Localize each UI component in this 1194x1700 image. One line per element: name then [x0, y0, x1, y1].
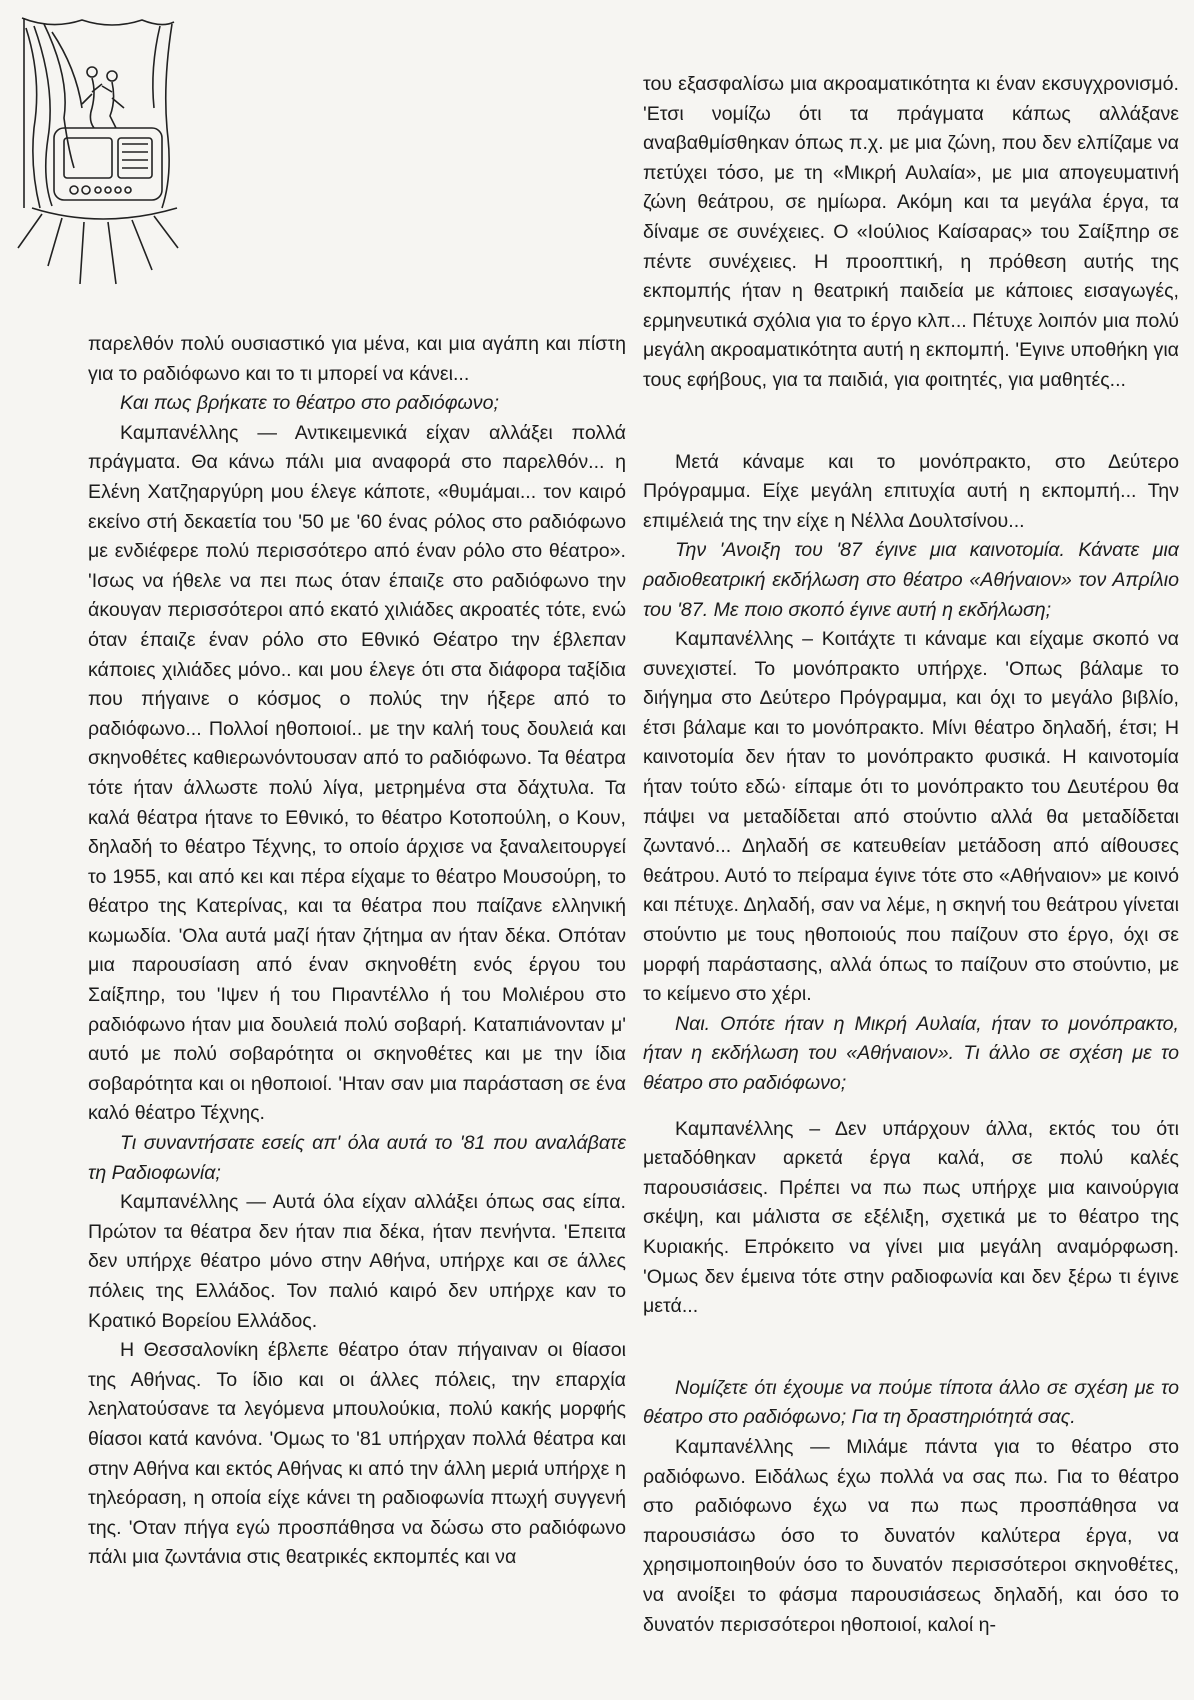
theater-radio-illustration: [12, 8, 182, 298]
left-column: [88, 330, 626, 1573]
right-column: [643, 70, 1179, 1640]
interview-answer: Καμπανέλλης — Μιλάμε πάντα για το θέατρο στο ραδιόφωνο. Ειδάλως έχω πολλά να σας πω. Για το θέατρο στο ραδιόφωνο έχω να πω πως προσπάθησα να παρουσιάσω όσο το δυνατόν καλύτερα έργα, να χρησιμοποιηθούν όσο το δυνατόν περισσότεροι σκηνοθέτες, να ανοίξει το φάσμα παρουσιάσεως δηλαδή, και όσο το δυνατόν περισσότεροι ηθοποιοί, καλοί η-: [643, 1435, 1179, 1636]
interview-answer: Καμπανέλλης – Κοιτάχτε τι κάναμε και είχαμε σκοπό να συνεχιστεί. Το μονόπρακτο υπήρχε. 'Οπως βάλαμε το διήγημα στο Δεύτερο Πρόγραμμα, και όχι το μεγάλο βιβλίο, έτσι βάλαμε και το μονόπρακτο. Μίνι θέατρο δηλαδή, έτσι; Η καινοτομία δεν ήταν το μονόπρακτο φυσικά. Η καινοτομία ήταν τούτο εδώ· είπαμε ότι το μονόπρακτο του Δευτέρου θα πάψει να μεταδίδεται από στούντιο αλλά θα μεταδίδεται ζωντανό... Δηλαδή σε κατευθείαν μετάδοση από αίθουσες θεάτρου. Αυτό το πείραμα έγινε τότε στο «Αθήναιον» με κοινό και πέτυχε. Δηλαδή, σαν να λέμε, η σκηνή του θεάτρου γίνεται στούντιο με τους ηθοποιούς που παίζουν στο έργο, όχι σε μορφή παράστασης, αλλά όπως το παίζουν στο στούντιο, με το κείμενο στο χέρι.: [643, 628, 1179, 1006]
interview-answer: Καμπανέλλης – Δεν υπάρχουν άλλα, εκτός του ότι μεταδόθηκαν αρκετά έργα καλά, σε πολύ καλές παρουσιάσεις. Πρέπει να πω πως υπήρχε μια καινούργια σκέψη, και μάλιστα σε εξέλιξη, σχετικά με το θέατρο της Κυριακής. Επρόκειτο να γίνει μια μεγάλη αναμόρφωση. 'Ομως δεν έμεινα τότε στην ραδιοφωνία και δεν ξέρω τι έγινε μετά...: [643, 1117, 1179, 1318]
paragraph: παρελθόν πολύ ουσιαστικό για μένα, και μια αγάπη και πίστη για το ραδιόφωνο και το τι μπορεί να κάνει...: [88, 333, 626, 385]
curtain-radio-icon: [12, 8, 182, 298]
interview-question: Και πως βρήκατε το θέατρο στο ραδιόφωνο;: [120, 392, 499, 415]
paragraph: του εξασφαλίσω μια ακροαματικότητα κι έναν εκσυγχρονισμό. 'Ετσι νομίζω ότι τα πράγματα κάπως αλλάξανε αναβαθμίσθηκαν όπως π.χ. με μια ζώνη, που δεν ελπίζαμε να πετύχει τόσο, με τη «Μικρή Αυλαία», με μια απογευματινή ζώνη θεάτρου, σε ημίωρα. Ακόμη και τα μεγάλα έργα, τα δίναμε σε συνέχειες. Ο «Ιούλιος Καίσαρας» του Σαίξπηρ σε πέντε συνέχειες. Η προοπτική, η πρόθεση αυτής της εκπομπής ήταν η θεατρική παιδεία με κάποιες εισαγωγές, ερμηνευτικά σχόλια για το έργο κλπ... Πέτυχε λοιπόν μια πολύ μεγάλη ακροαματικότητα αυτή η εκπομπή. 'Εγινε υποθήκη για τους εφήβους, για τα παιδιά, για φοιτητές, για μαθητές...: [643, 73, 1179, 391]
interview-question: Ναι. Οπότε ήταν η Μικρή Αυλαία, ήταν το μονόπρακτο, ήταν η εκδήλωση του «Αθήναιον». Τι άλλο σε σχέση με το θέατρο στο ραδιόφωνο;: [643, 1012, 1179, 1094]
interview-answer: Καμπανέλλης — Αυτά όλα είχαν αλλάξει όπως σας είπα. Πρώτον τα θέατρα δεν ήταν πια δέκα, ήταν πενήντα. 'Επειτα δεν υπήρχε θέατρο μόνο στην Αθήνα, υπήρχε και σε άλλες πόλεις της Ελλάδος. Τον παλιό καιρό δεν υπήρχε καν το Κρατικό Βορείου Ελλάδος.: [88, 1191, 626, 1332]
interview-question: Νομίζετε ότι έχουμε να πούμε τίποτα άλλο σε σχέση με το θέατρο στο ραδιόφωνο; Για τη δραστηριότητά σας.: [643, 1376, 1179, 1429]
interview-answer: Καμπανέλλης — Αντικειμενικά είχαν αλλάξει πολλά πράγματα. Θα κάνω πάλι μια αναφορά στο παρελθόν... η Ελένη Χατζηαργύρη μου έλεγε κάποτε, «θυμάμαι... τον καιρό εκείνο στή δεκαετία του '50 με '60 ένας ρόλος στο ραδιόφωνο με ενδιέφερε πολύ περισσότερο από έναν ρόλο στο θέατρο». 'Ισως να ήθελε να πει πως όταν έπαιζε στο ραδιόφωνο την άκουγαν περισσότεροι από εκατό χιλιάδες ακροατές τότε, ενώ όταν έπαιζε έναν ρόλο στο Εθνικό Θέατρο την έβλεπαν κάποιες χιλιάδες μόνο.. και μου έλεγε ότι στα διάφορα ταξίδια που πήγαινε ο κόσμος ο πολύς την ήξερε από το ραδιόφωνο... Πολλοί ηθοποιοί.. με την καλή τους δουλειά και σκηνοθέτες καθιερωνόντουσαν από το ραδιόφωνο. Τα θέατρα τότε ήταν άλλωστε πολύ λίγα, μετρημένα στα δάχτυλα. Τα καλά θέατρα ήτανε το Εθνικό, το θέατρο Κοτοπούλη, ο Κουν, δηλαδή το θέατρο Τέχνης, το οποίο άρχισε να ξαναλειτουργεί το 1955, και από κει και πέρα είχαμε το θέατρο Μουσούρη, το θέατρο της Κατερίνας, και τα θέατρα που παίζανε ελληνική κωμωδία. 'Ολα αυτά μαζί ήταν ζήτημα αν ήταν δέκα. Οπόταν μια παρουσίαση από έναν σκηνοθέτη ενός έργου του Σαίξπηρ, του 'Ιψεν ή του Πιραντέλλο ή του Μολιέρου στο ραδιόφωνο ήταν μια δουλειά πολύ σοβαρή. Καταπιάνονταν μ' αυτό με πολύ σοβαρότητα οι σκηνοθέτες και με την ίδια σοβαρότητα και οι ηθοποιοί. 'Ηταν σαν μια παράσταση σε ένα καλό θέατρο Τέχνης.: [88, 421, 626, 1125]
paragraph: Η Θεσσαλονίκη έβλεπε θέατρο όταν πήγαιναν οι θίασοι της Αθήνας. Το ίδιο και οι άλλες πόλεις, την επαρχία λεηλατούσανε τα λεγόμενα μπουλούκια, πολύ κακής μορφής θίασοι κατά κανόνα. 'Ομως το '81 υπήρχαν πολλά θέατρα και στην Αθήνα και εκτός Αθήνας κι από την άλλη μεριά υπήρχε η τηλεόραση, η οποία είχε κάνει τη ραδιοφωνία πτωχή συγγενή της. 'Οταν πήγα εγώ προσπάθησα να δώσω στο ραδιόφωνο πάλι μια ζωντάνια στις θεατρικές εκπομπές και να: [88, 1339, 626, 1569]
interview-question: Την 'Ανοιξη του '87 έγινε μια καινοτομία. Κάνατε μια ραδιοθεατρική εκδήλωση στο θέατρο «Αθήναιον» τον Απρίλιο του '87. Με ποιο σκοπό έγινε αυτή η εκδήλωση;: [643, 539, 1179, 621]
interview-question: Τι συναντήσατε εσείς απ' όλα αυτά το '81 που αναλάβατε τη Ραδιοφωνία;: [88, 1132, 626, 1184]
paragraph: Μετά κάναμε και το μονόπρακτο, στο Δεύτερο Πρόγραμμα. Είχε μεγάλη επιτυχία αυτή η εκπομπή... Την επιμέλειά της την είχε η Νέλλα Δουλτσίνου...: [643, 450, 1179, 532]
